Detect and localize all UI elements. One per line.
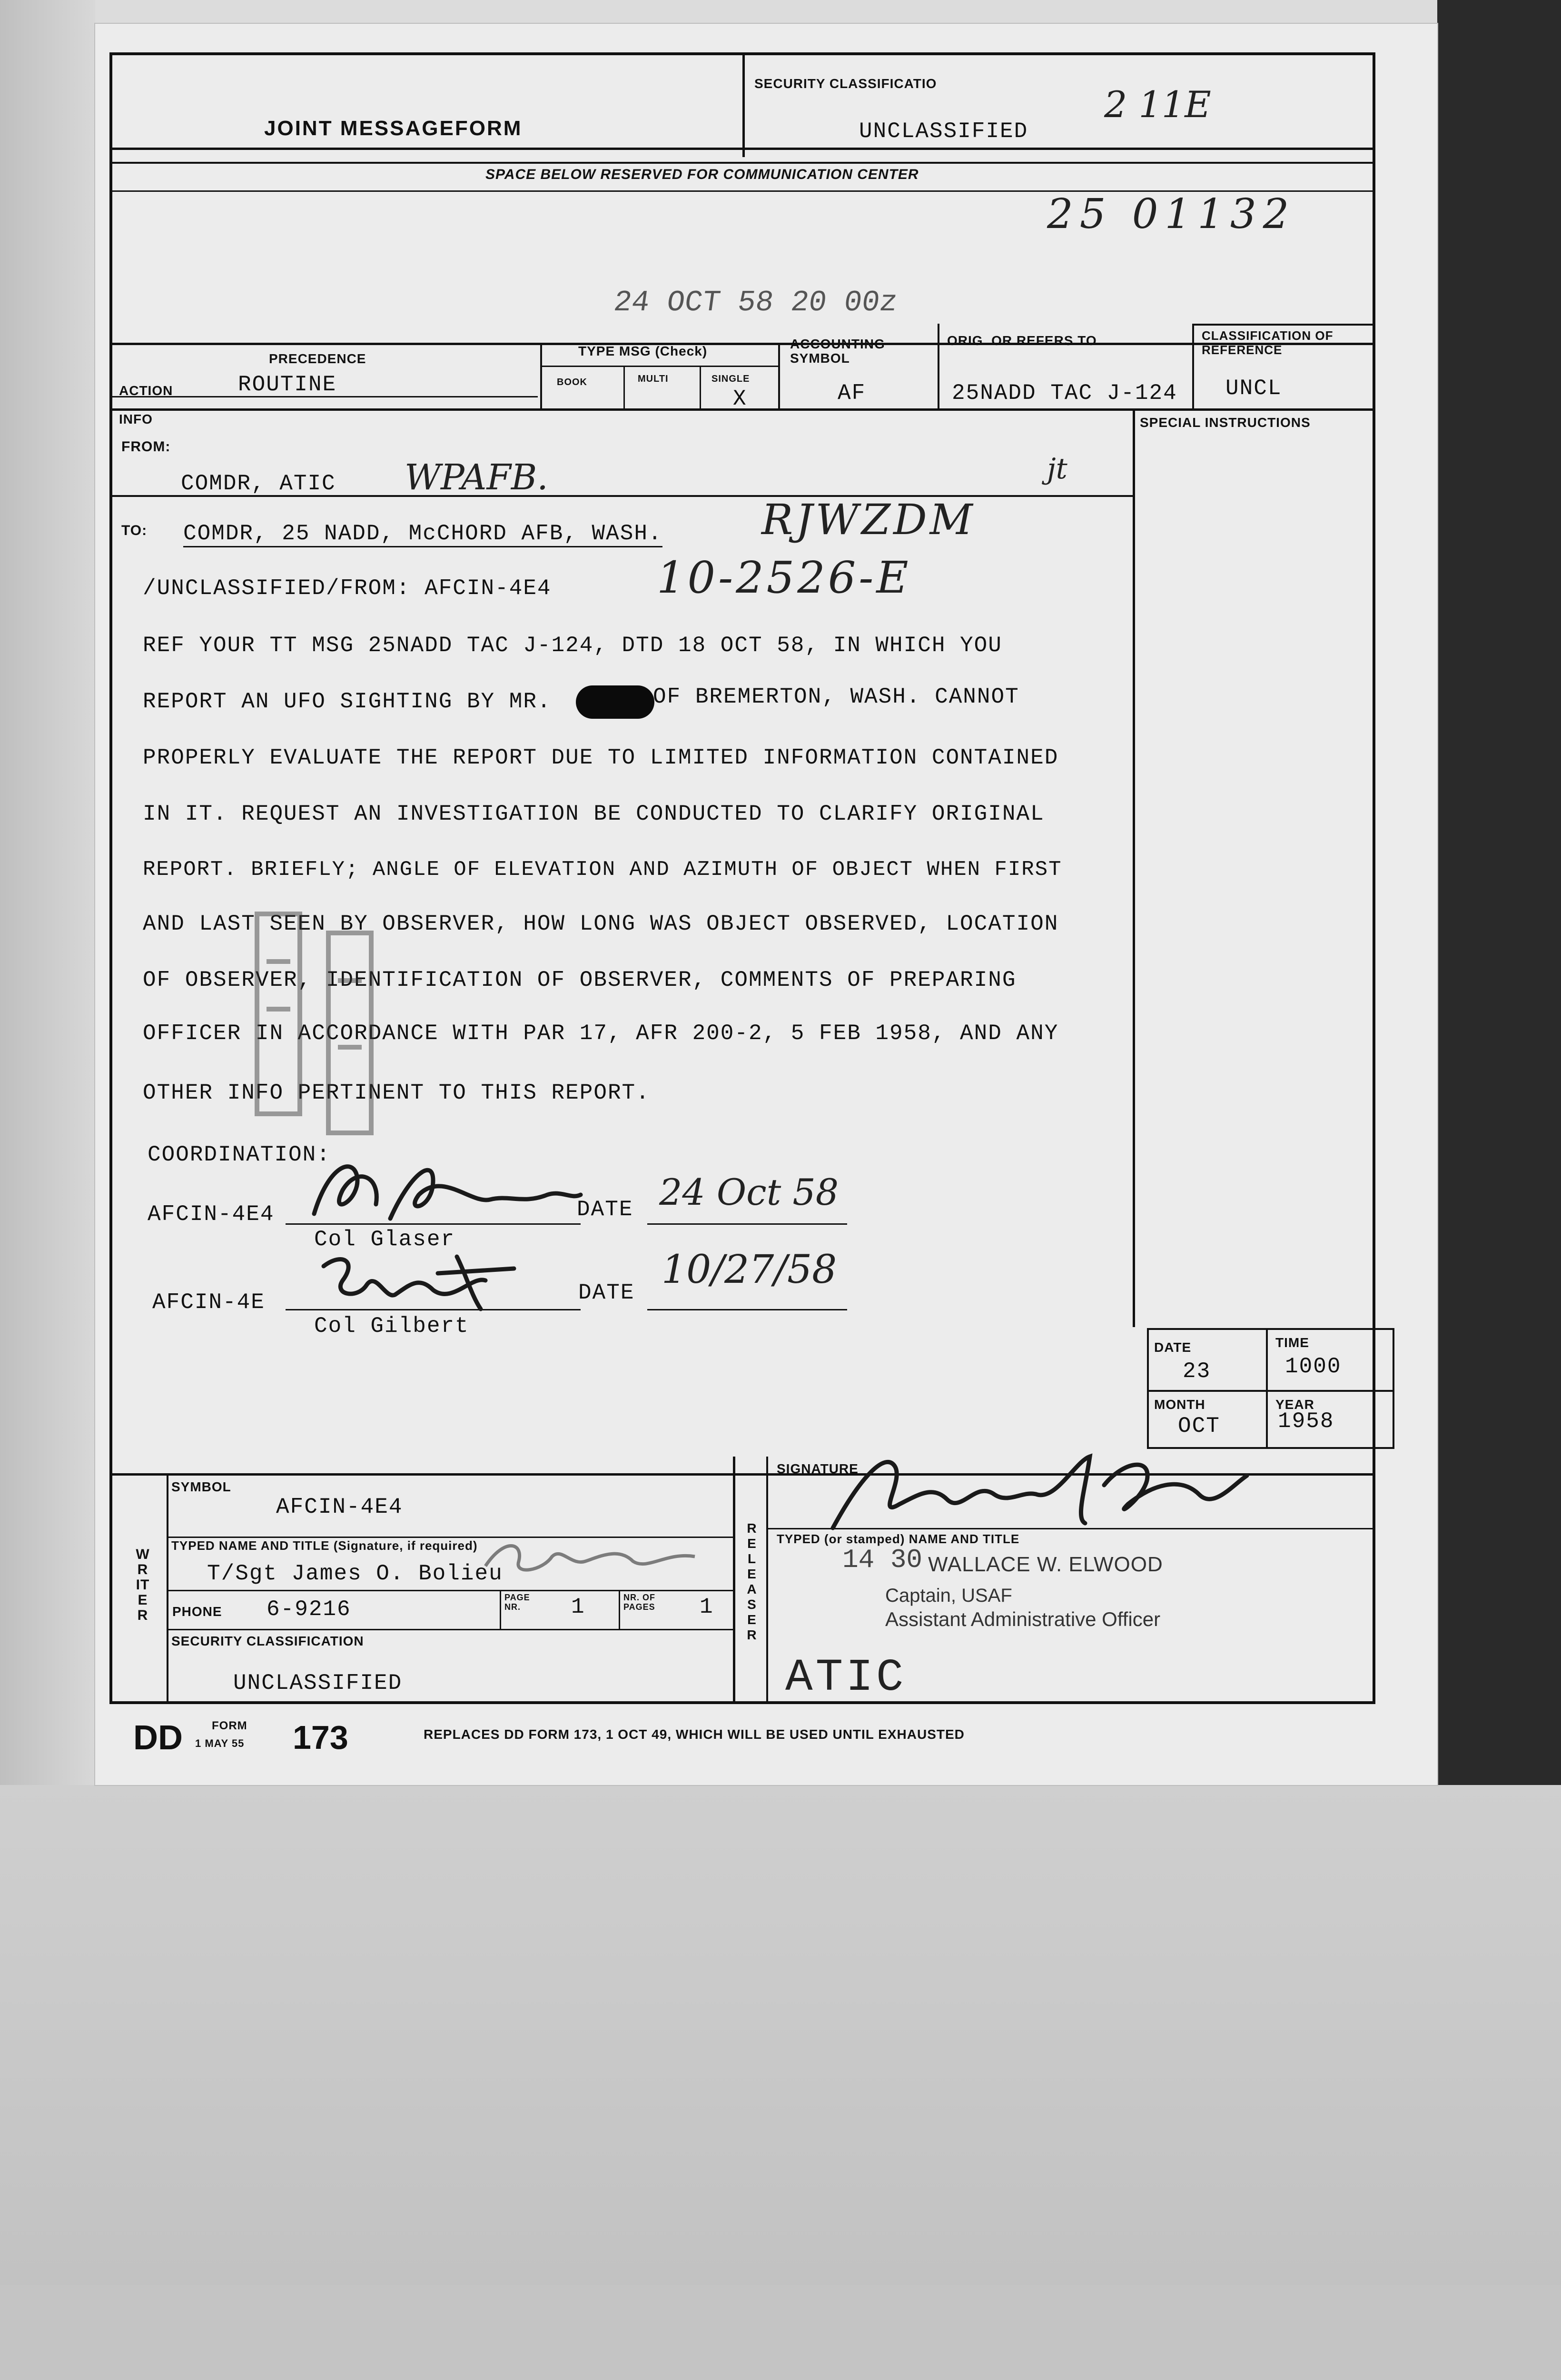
- message-line-4: IN IT. REQUEST AN INVESTIGATION BE CONDUCTED TO CLARIFY ORIGINAL: [143, 802, 1045, 826]
- coord1-date-label: DATE: [577, 1197, 633, 1222]
- message-line-3: PROPERLY EVALUATE THE REPORT DUE TO LIMITED INFORMATION CONTAINED: [143, 745, 1059, 770]
- header-rule: [109, 148, 1375, 150]
- coord2-date-label: DATE: [578, 1280, 635, 1305]
- accounting-symbol-value: AF: [838, 381, 866, 406]
- classification-from-line: /UNCLASSIFIED/FROM: AFCIN-4E4: [143, 576, 552, 601]
- date-label: DATE: [1154, 1340, 1192, 1355]
- releaser-rank: Captain, USAF: [885, 1585, 1012, 1606]
- time-value: 1000: [1285, 1354, 1342, 1379]
- coord2-date: 10/27/58: [662, 1247, 837, 1292]
- writer-page-div: [500, 1590, 501, 1630]
- routing-top-rule: [109, 343, 1375, 345]
- writer-side-label: WRITER: [136, 1547, 150, 1623]
- message-line-9: OTHER INFO PERTINENT TO THIS REPORT.: [143, 1081, 650, 1105]
- coord2-name: Col Gilbert: [314, 1314, 469, 1339]
- time-label: TIME: [1275, 1335, 1309, 1350]
- releaser-signature-label: SIGNATURE: [777, 1461, 859, 1476]
- reserved-rule: [109, 162, 1375, 164]
- coord1-signature: [300, 1147, 585, 1228]
- message-line-8: OFFICER IN ACCORDANCE WITH PAR 17, AFR 200-2, 5 FEB 1958, AND ANY: [143, 1021, 1059, 1046]
- routing-div-1: [540, 343, 542, 409]
- message-line-6: AND LAST SEEN BY OBSERVER, HOW LONG WAS OBJECT OBSERVED, LOCATION: [143, 912, 1059, 936]
- action-value: ROUTINE: [238, 372, 337, 397]
- form-title: JOINT MESSAGEFORM: [264, 117, 523, 140]
- routing-div-4: [778, 343, 780, 409]
- releaser-name: WALLACE W. ELWOOD: [928, 1553, 1163, 1576]
- message-line-7: OF OBSERVER, IDENTIFICATION OF OBSERVER, COMMENTS OF PREPARING: [143, 968, 1017, 992]
- scan-right-edge: [1437, 0, 1561, 1790]
- from-initials: jt: [1047, 452, 1067, 486]
- routing-div-3: [700, 366, 701, 409]
- coordination-label: COORDINATION:: [148, 1142, 331, 1167]
- month-value: OCT: [1178, 1414, 1220, 1438]
- year-value: 1958: [1278, 1409, 1334, 1434]
- type-book-label: BOOK: [557, 377, 587, 387]
- writer-releaser-div: [733, 1457, 735, 1702]
- message-line-5: REPORT. BRIEFLY; ANGLE OF ELEVATION AND AZIMUTH OF OBJECT WHEN FIRST: [143, 858, 1062, 882]
- releaser-side-label: RELEASER: [747, 1521, 757, 1642]
- to-handwritten-routing: RJWZDM: [761, 495, 976, 544]
- dt-top: [1147, 1328, 1394, 1330]
- footer-form-date: 1 MAY 55: [195, 1737, 245, 1749]
- info-label: INFO: [119, 412, 153, 426]
- scan-left-margin: [0, 0, 95, 1790]
- handwritten-top-mark: 2 11E: [1104, 83, 1211, 126]
- from-label: FROM:: [121, 439, 171, 455]
- received-stamp-ghost: [247, 904, 400, 1171]
- coord1-name: Col Glaser: [314, 1227, 455, 1252]
- type-multi-label: MULTI: [638, 374, 669, 384]
- releaser-typed-label: TYPED (or stamped) NAME AND TITLE: [777, 1532, 1020, 1546]
- footer-form-word: FORM: [212, 1719, 247, 1732]
- classification-of-reference-value: UNCL: [1225, 376, 1282, 401]
- dt-centre: [1266, 1328, 1268, 1449]
- action-label: ACTION: [119, 383, 173, 398]
- orig-refers-value: 25NADD TAC J-124: [952, 381, 1177, 406]
- coord2-signature: [314, 1247, 562, 1314]
- coord1-date-line: [647, 1223, 847, 1225]
- routing-div-6: [1192, 324, 1194, 409]
- writer-page-label: PAGE NR.: [504, 1593, 530, 1612]
- year-label: YEAR: [1275, 1397, 1314, 1412]
- releaser-label-div: [766, 1457, 768, 1702]
- message-line-1: REF YOUR TT MSG 25NADD TAC J-124, DTD 18 OCT 58, IN WHICH YOU: [143, 633, 1002, 658]
- footer-replaces-note: REPLACES DD FORM 173, 1 OCT 49, WHICH WILL BE USED UNTIL EXHAUSTED: [424, 1727, 965, 1742]
- writer-page-value: 1: [571, 1595, 585, 1619]
- writer-pages-value: 1: [700, 1595, 714, 1619]
- to-label: TO:: [121, 523, 148, 538]
- accounting-symbol-label: ACCOUNTING SYMBOL: [790, 337, 885, 366]
- type-single-check: X: [733, 387, 747, 411]
- date-value: 23: [1183, 1359, 1211, 1384]
- redacted-name: [576, 685, 654, 719]
- writer-symbol-value: AFCIN-4E4: [276, 1495, 403, 1519]
- coord1-date: 24 Oct 58: [659, 1171, 839, 1213]
- releaser-office-stamp: ATIC: [785, 1652, 907, 1704]
- form-border-left: [109, 52, 112, 1704]
- form-border-bottom: [109, 1701, 1375, 1704]
- classref-top: [1192, 324, 1375, 326]
- writer-symbol-label: SYMBOL: [171, 1479, 231, 1494]
- orig-refers-label: ORIG. OR REFERS TO: [947, 333, 1097, 348]
- dt-left: [1147, 1328, 1149, 1449]
- special-instructions-label: SPECIAL INSTRUCTIONS: [1140, 415, 1311, 430]
- writer-phone-label: PHONE: [172, 1604, 222, 1619]
- reserved-note: SPACE BELOW RESERVED FOR COMMUNICATION CENTER: [485, 167, 919, 182]
- routing-div-5: [938, 324, 939, 409]
- security-classification-label: SECURITY CLASSIFICATIO: [754, 76, 937, 91]
- writer-pages-div: [619, 1590, 620, 1630]
- special-divider: [1133, 408, 1135, 1327]
- message-line-2-tail: OF BREMERTON, WASH. CANNOT: [653, 684, 1019, 709]
- coord1-office: AFCIN-4E4: [148, 1202, 275, 1227]
- dt-mid: [1147, 1390, 1394, 1392]
- header-divider: [742, 52, 745, 157]
- from-value: COMDR, ATIC: [181, 471, 336, 496]
- precedence-label: PRECEDENCE: [269, 351, 366, 366]
- writer-security-value: UNCLASSIFIED: [233, 1671, 403, 1696]
- coord2-office: AFCIN-4E: [152, 1290, 265, 1315]
- writer-security-label: SECURITY CLASSIFICATION: [171, 1634, 364, 1648]
- writer-pages-label: NR. OF PAGES: [623, 1593, 655, 1612]
- form-border-right: [1373, 52, 1375, 1704]
- type-single-label: SINGLE: [711, 374, 750, 384]
- security-classification-value: UNCLASSIFIED: [859, 119, 1028, 144]
- date-time-group-stamp: 24 OCT 58 20 00z: [612, 286, 900, 319]
- writer-typed-value: T/Sgt James O. Bolieu: [207, 1561, 503, 1586]
- from-handwritten-base: WPAFB.: [405, 457, 548, 498]
- footer-form-number: 173: [293, 1719, 348, 1756]
- message-line-2: REPORT AN UFO SIGHTING BY MR.: [143, 689, 552, 714]
- writer-signature: [476, 1528, 704, 1580]
- releaser-title: Assistant Administrative Officer: [885, 1608, 1161, 1630]
- type-msg-label: TYPE MSG (Check): [578, 344, 708, 358]
- releaser-stamp-time: 14 30: [842, 1545, 923, 1575]
- routing-div-2: [623, 366, 625, 409]
- footer-dd: DD: [133, 1719, 183, 1757]
- classification-of-reference-label: CLASSIFICATION OF REFERENCE: [1202, 328, 1334, 357]
- handwritten-message-number: 25 01132: [1047, 190, 1296, 238]
- typemsg-rule: [540, 366, 778, 367]
- coord2-date-line: [647, 1309, 847, 1310]
- writer-phone-value: 6-9216: [267, 1597, 351, 1622]
- month-label: MONTH: [1154, 1397, 1205, 1412]
- writer-typed-label: TYPED NAME AND TITLE (Signature, if required): [171, 1538, 478, 1553]
- dt-right: [1393, 1328, 1394, 1449]
- writer-label-div: [167, 1473, 168, 1702]
- writer-rule-3: [167, 1629, 733, 1630]
- writer-rule-2: [167, 1590, 733, 1591]
- releaser-signature: [819, 1447, 1256, 1537]
- to-value: COMDR, 25 NADD, McCHORD AFB, WASH.: [183, 521, 662, 547]
- scan-lower-area: [0, 1785, 1561, 2285]
- handwritten-file-number: 10-2526-E: [657, 552, 911, 603]
